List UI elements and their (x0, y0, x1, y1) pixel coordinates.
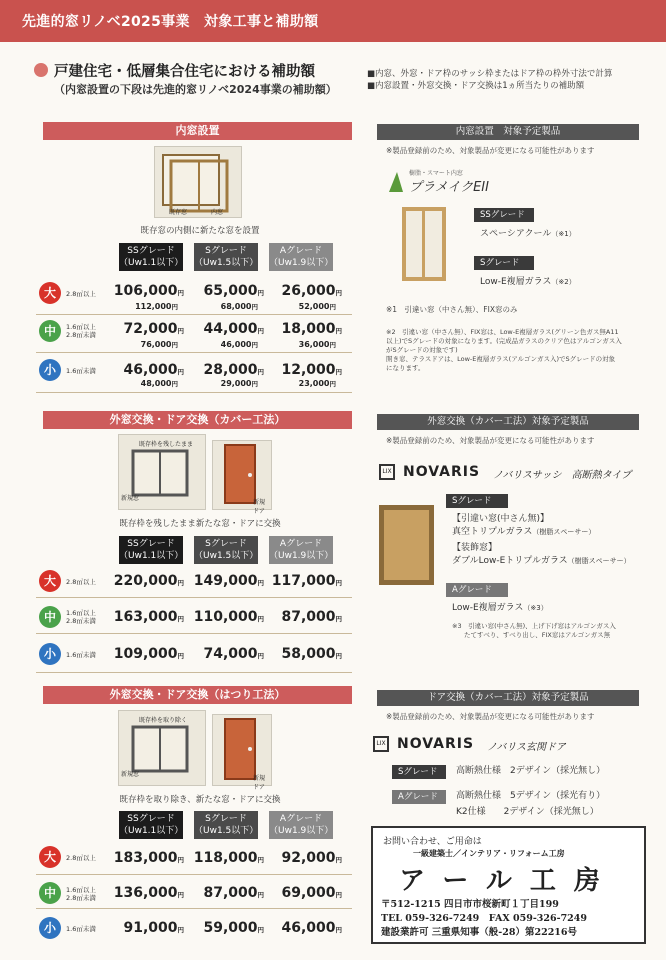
size-condition: 1.6㎡未満 (66, 925, 96, 933)
sash-specs-s: 【引違い窓(中さん無)】 真空トリプルガラス（樹脂スペーサー） 【装飾窓】 ダブルLow-Eトリプルガラス（樹脂スペーサー） (452, 514, 631, 566)
grade-s-product: Low-E複層ガラス（※2） (480, 277, 576, 287)
door-spec: 高断熱仕様 2デザイン（採光無し） (456, 766, 606, 776)
sash-specs-a: Low-E複層ガラス（※3） (452, 603, 548, 613)
amount: 109,000円 (113, 646, 184, 662)
novaris-logo-icon: LIX (373, 736, 389, 752)
label-existing-window: 既存窓 (169, 209, 188, 216)
section-caption: 既存枠を取り除き、新たな窓・ドアに交換 (119, 795, 281, 805)
amount-2024: 52,000円 (298, 302, 336, 311)
calc-notes (367, 68, 612, 92)
product-frame-image (402, 207, 446, 281)
grade-header-s: Sグレード （Uw1.5以下） (194, 811, 258, 839)
amount-2024: 68,000円 (220, 302, 258, 311)
size-large-badge: 大 (39, 846, 61, 868)
amount: 46,000円 (123, 362, 184, 378)
amount: 220,000円 (113, 573, 184, 589)
amount: 92,000円 (281, 850, 342, 866)
size-medium-badge: 中 (39, 606, 61, 628)
size-condition: 2.8㎡以上 (66, 578, 96, 586)
novaris-brand (379, 460, 641, 486)
main-subheading: （内窓設置の下段は先進的窓リノベ2024事業の補助額） (54, 83, 337, 96)
company-name: アール工房 (399, 866, 618, 896)
size-condition: 1.6㎡以上 2.8㎡未満 (66, 323, 96, 339)
frame-divider (422, 211, 425, 277)
note-line: ■内窓、外窓・ドア枠のサッシ枠またはドア枠の枠外寸法で計算 (367, 69, 613, 79)
grade-label-ss: SSグレード (474, 208, 534, 222)
label-new-door: 新規ドア (253, 775, 266, 791)
door-spec: 高断熱仕様 5デザイン（採光有り） (456, 791, 606, 801)
amount-2024: 76,000円 (140, 340, 178, 349)
contact-intro: お問い合わせ、ご用命は (383, 837, 482, 847)
amount: 28,000円 (203, 362, 264, 378)
pramake-logo (387, 168, 497, 198)
size-condition: 1.6㎡以上 2.8㎡未満 (66, 886, 96, 902)
row-divider (36, 352, 352, 353)
row-divider (36, 874, 352, 875)
amount: 69,000円 (281, 885, 342, 901)
amount: 12,000円 (281, 362, 342, 378)
grade-header-a: Aグレード （Uw1.9以下） (269, 536, 333, 564)
grade-label-a: Aグレード (392, 790, 446, 804)
product-note: ※製品登録前のため、対象製品が変更になる可能性があります (386, 146, 595, 155)
company-phone: TEL 059-326-7249 FAX 059-326-7249 (381, 913, 588, 924)
company-tagline: 一級建築士／インテリア・リフォーム工房 (413, 849, 565, 858)
footnote-1: ※1 引違い窓（中さん無）、FIX窓のみ (386, 305, 518, 314)
company-address: 〒512-1215 四日市市桜新町１丁目199 (381, 899, 559, 910)
row-divider (36, 314, 352, 315)
product-name: ノバリス玄関ドア (487, 742, 566, 753)
inner-window-illustration (154, 146, 242, 218)
grade-label-s: Sグレード (392, 765, 446, 779)
brand-name: NOVARIS (397, 736, 475, 752)
row-divider (36, 908, 352, 909)
cover-door-illustration (212, 440, 272, 515)
size-small-badge: 小 (39, 917, 61, 939)
amount: 46,000円 (281, 920, 342, 936)
footnote-3: ※3 引違い窓(中さん無)、上げ下げ窓はアルゴンガス入 たてすべり、すべり出し、FIX窓はアルゴンガス無 (452, 622, 616, 639)
brand-name: プラメイクEII (409, 180, 489, 195)
brand-name: NOVARIS (403, 464, 481, 480)
size-condition: 1.6㎡未満 (66, 651, 96, 659)
label-inner-window: 内窓 (211, 209, 224, 216)
amount: 106,000円 (113, 283, 184, 299)
door-spec: K2仕様 2デザイン（採光無し） (456, 807, 599, 817)
grade-header-ss: SSグレード （Uw1.1以下） (119, 811, 183, 839)
amount: 110,000円 (193, 609, 264, 625)
amount: 65,000円 (203, 283, 264, 299)
size-condition: 2.8㎡以上 (66, 854, 96, 862)
product-header-cover: 外窓交換（カバー工法）対象予定製品 (377, 414, 639, 430)
grade-label-a: Aグレード (446, 583, 508, 597)
amount: 44,000円 (203, 321, 264, 337)
grade-ss-product: スペーシアクール（※1） (480, 229, 576, 239)
brand-small: 樹脂・スマート内窓 (409, 170, 463, 177)
amount: 59,000円 (203, 920, 264, 936)
amount: 163,000円 (113, 609, 184, 625)
novaris-logo-icon: LIX (379, 464, 395, 480)
size-large-badge: 大 (39, 570, 61, 592)
amount-2024: 48,000円 (140, 379, 178, 388)
grade-header-ss: SSグレード （Uw1.1以下） (119, 536, 183, 564)
size-medium-badge: 中 (39, 320, 61, 342)
novaris-door-brand (373, 732, 635, 758)
contact-box (371, 826, 646, 944)
amount-2024: 23,000円 (298, 379, 336, 388)
amount-2024: 112,000円 (135, 302, 178, 311)
row-divider (36, 672, 352, 673)
leaf-icon (387, 170, 405, 194)
size-condition: 1.6㎡以上 2.8㎡未満 (66, 609, 96, 625)
grade-label-s: Sグレード (474, 256, 534, 270)
amount: 117,000円 (271, 573, 342, 589)
row-divider (36, 392, 352, 393)
row-divider (36, 633, 352, 634)
label-new-window: 新規窓 (121, 495, 140, 502)
label-keep-frame: 既存枠を残したまま (139, 441, 194, 448)
cover-window-illustration (118, 434, 206, 510)
main-heading: 戸建住宅・低層集合住宅における補助額 (54, 64, 315, 80)
bullet-icon (34, 63, 48, 77)
size-condition: 1.6㎡未満 (66, 367, 96, 375)
window-icon (155, 147, 241, 217)
size-small-badge: 小 (39, 359, 61, 381)
size-large-badge: 大 (39, 282, 61, 304)
sash-image (379, 505, 434, 585)
amount: 136,000円 (113, 885, 184, 901)
page-header: 先進的窓リノベ2025事業 対象工事と補助額 (0, 0, 666, 42)
size-condition: 2.8㎡以上 (66, 290, 96, 298)
section-header-hatsuri: 外窓交換・ドア交換（はつり工法） (43, 686, 352, 704)
grade-header-a: Aグレード （Uw1.9以下） (269, 811, 333, 839)
product-header-door: ドア交換（カバー工法）対象予定製品 (377, 690, 639, 706)
amount: 118,000円 (193, 850, 264, 866)
amount: 74,000円 (203, 646, 264, 662)
section-caption: 既存窓の内側に新たな窓を設置 (140, 226, 260, 236)
section-caption: 既存枠を残したまま新たな窓・ドアに交換 (119, 519, 281, 529)
label-remove-frame: 既存枠を取り除く (139, 717, 188, 724)
grade-header-s: Sグレード （Uw1.5以下） (194, 536, 258, 564)
amount-2024: 36,000円 (298, 340, 336, 349)
amount: 58,000円 (281, 646, 342, 662)
row-divider (36, 597, 352, 598)
company-license: 建設業許可 三重県知事（般-28）第22216号 (381, 927, 578, 938)
section-header-cover: 外窓交換・ドア交換（カバー工法） (43, 411, 352, 429)
amount: 26,000円 (281, 283, 342, 299)
grade-label-s: Sグレード (446, 494, 508, 508)
hatsuri-door-illustration (212, 714, 272, 791)
note-line: ■内窓設置・外窓交換・ドア交換は1ヵ所当たりの補助額 (367, 81, 585, 91)
size-small-badge: 小 (39, 643, 61, 665)
amount: 87,000円 (203, 885, 264, 901)
hatsuri-window-illustration (118, 710, 206, 786)
product-note: ※製品登録前のため、対象製品が変更になる可能性があります (386, 436, 595, 445)
product-note: ※製品登録前のため、対象製品が変更になる可能性があります (386, 712, 595, 721)
product-header-inner: 内窓設置 対象予定製品 (377, 124, 639, 140)
product-name: ノバリスサッシ 高断熱タイプ (493, 470, 632, 481)
amount: 87,000円 (281, 609, 342, 625)
amount-2024: 29,000円 (220, 379, 258, 388)
amount: 18,000円 (281, 321, 342, 337)
section-header-inner-window: 内窓設置 (43, 122, 352, 140)
amount: 183,000円 (113, 850, 184, 866)
label-new-door: 新規ドア (253, 499, 266, 515)
grade-header-ss: SSグレード （Uw1.1以下） (119, 243, 183, 271)
amount: 91,000円 (123, 920, 184, 936)
grade-header-s: Sグレード （Uw1.5以下） (194, 243, 258, 271)
label-new-window: 新規窓 (121, 771, 140, 778)
amount: 149,000円 (193, 573, 264, 589)
size-medium-badge: 中 (39, 882, 61, 904)
amount-2024: 46,000円 (220, 340, 258, 349)
footnote-2: ※2 引違い窓（中さん無）、FIX窓は、Low-E複層ガラス(グリーン色ガス無A11 以上)でSグレードの対象になります。(完成品ガラスのクリア色はアルゴンガス入 がSグレードの対象です) 開き窓、テラスドアは、Low-E複層ガラス(アルゴンガス入)でSグレードの対象 になります。 (386, 328, 622, 372)
grade-header-a: Aグレード （Uw1.9以下） (269, 243, 333, 271)
amount: 72,000円 (123, 321, 184, 337)
